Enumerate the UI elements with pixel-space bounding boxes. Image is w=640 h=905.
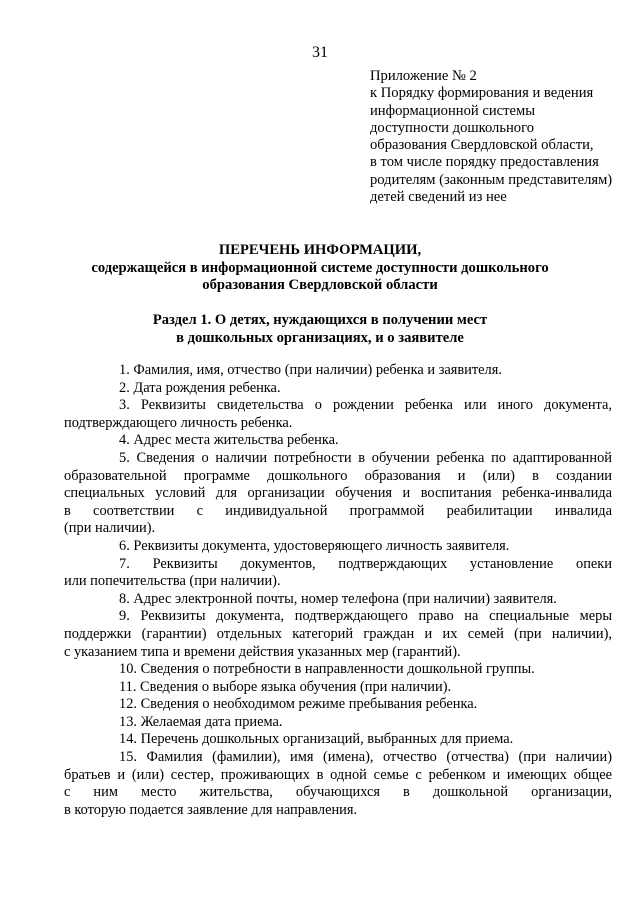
list-item-line: с указанием типа и времени действия указанных мер (гарантий). <box>64 643 461 660</box>
list-item-line: подтверждающего личность ребенка. <box>64 414 293 431</box>
section-heading <box>0 312 640 347</box>
title-line: ПЕРЕЧЕНЬ ИНФОРМАЦИИ, <box>218 242 422 258</box>
list-item-line: 11. Сведения о выборе языка обучения (при наличии). <box>119 678 452 695</box>
list-item <box>64 362 612 380</box>
list-item-line: братьев и (или) сестер, проживающих в одной семье с ребенком и имеющих общее <box>64 766 612 783</box>
list-item-line: 4. Адрес места жительства ребенка. <box>119 432 339 449</box>
list-item-line: 9. Реквизиты документа, подтверждающего право на специальные меры <box>119 608 612 625</box>
list-item-line: 1. Фамилия, имя, отчество (при наличии) ребенка и заявителя. <box>119 362 502 378</box>
list-item <box>64 591 612 609</box>
list-item-line: специальных условий для организации обучения и воспитания ребенка-инвалида <box>64 485 612 502</box>
list-item <box>64 380 612 398</box>
list-item <box>64 749 612 819</box>
appendix-line: родителям (законным представителям) <box>370 171 613 188</box>
list-item <box>64 714 612 732</box>
list-item-line: образовательной программе дошкольного образования и (или) в создании <box>64 467 612 484</box>
list-item <box>64 397 612 432</box>
appendix-line: информационной системы <box>370 102 536 119</box>
list-item-line: или попечительства (при наличии). <box>64 573 281 590</box>
list-item-line: поддержки (гарантии) отдельных категорий граждан и их семей (при наличии), <box>64 625 612 642</box>
section-heading-line: Раздел 1. О детях, нуждающихся в получении мест <box>152 312 488 328</box>
list-item-line: 6. Реквизиты документа, удостоверяющего личность заявителя. <box>119 537 510 554</box>
appendix-line: детей сведений из нее <box>370 189 507 206</box>
list-item-line: (при наличии). <box>64 520 156 537</box>
list-item-line: 5. Сведения о наличии потребности в обучении ребенка по адаптированной <box>119 449 612 466</box>
appendix-line: в том числе порядку предоставления <box>370 154 599 171</box>
list-item-line: 10. Сведения о потребности в направленности дошкольной группы. <box>119 661 535 678</box>
list-item-line: 7. Реквизиты документов, подтверждающих установление опеки <box>119 555 612 572</box>
list-item-line: 3. Реквизиты свидетельства о рождении ребенка или иного документа, <box>119 397 612 414</box>
information-list <box>64 362 612 819</box>
list-item <box>64 731 612 749</box>
appendix-line: образования Свердловской области, <box>370 137 594 154</box>
appendix-line: Приложение № 2 <box>370 68 477 84</box>
list-item-line: 8. Адрес электронной почты, номер телефона (при наличии) заявителя. <box>119 590 557 607</box>
list-item-line: с ним место жительства, обучающихся в дошкольной организации, <box>64 784 612 801</box>
list-item-line: 2. Дата рождения ребенка. <box>119 379 281 396</box>
list-item <box>64 556 612 591</box>
list-item <box>64 661 612 679</box>
list-item <box>64 608 612 661</box>
appendix-line: к Порядку формирования и ведения <box>370 85 594 102</box>
list-item-line: 12. Сведения о необходимом режиме пребывания ребенка. <box>119 696 478 713</box>
list-item <box>64 432 612 450</box>
document-title <box>0 242 640 295</box>
appendix-header <box>370 68 632 206</box>
title-line: образования Свердловской области <box>202 277 438 293</box>
list-item <box>64 538 612 556</box>
list-item <box>64 696 612 714</box>
list-item-line: 15. Фамилия (фамилии), имя (имена), отчество (отчества) (при наличии) <box>119 749 612 766</box>
list-item-line: 14. Перечень дошкольных организаций, выбранных для приема. <box>119 731 514 748</box>
list-item <box>64 450 612 538</box>
list-item-line: в которую подается заявление для направления. <box>64 801 358 818</box>
title-line: содержащейся в информационной системе доступности дошкольного <box>91 259 549 276</box>
list-item-line: 13. Желаемая дата приема. <box>119 713 283 730</box>
appendix-line: доступности дошкольного <box>370 119 535 136</box>
list-item <box>64 679 612 697</box>
section-heading-line: в дошкольных организациях, и о заявителе <box>176 329 464 346</box>
list-item-line: в соответствии с индивидуальной программой реабилитации инвалида <box>64 502 612 519</box>
page-number: 31 <box>312 44 328 61</box>
